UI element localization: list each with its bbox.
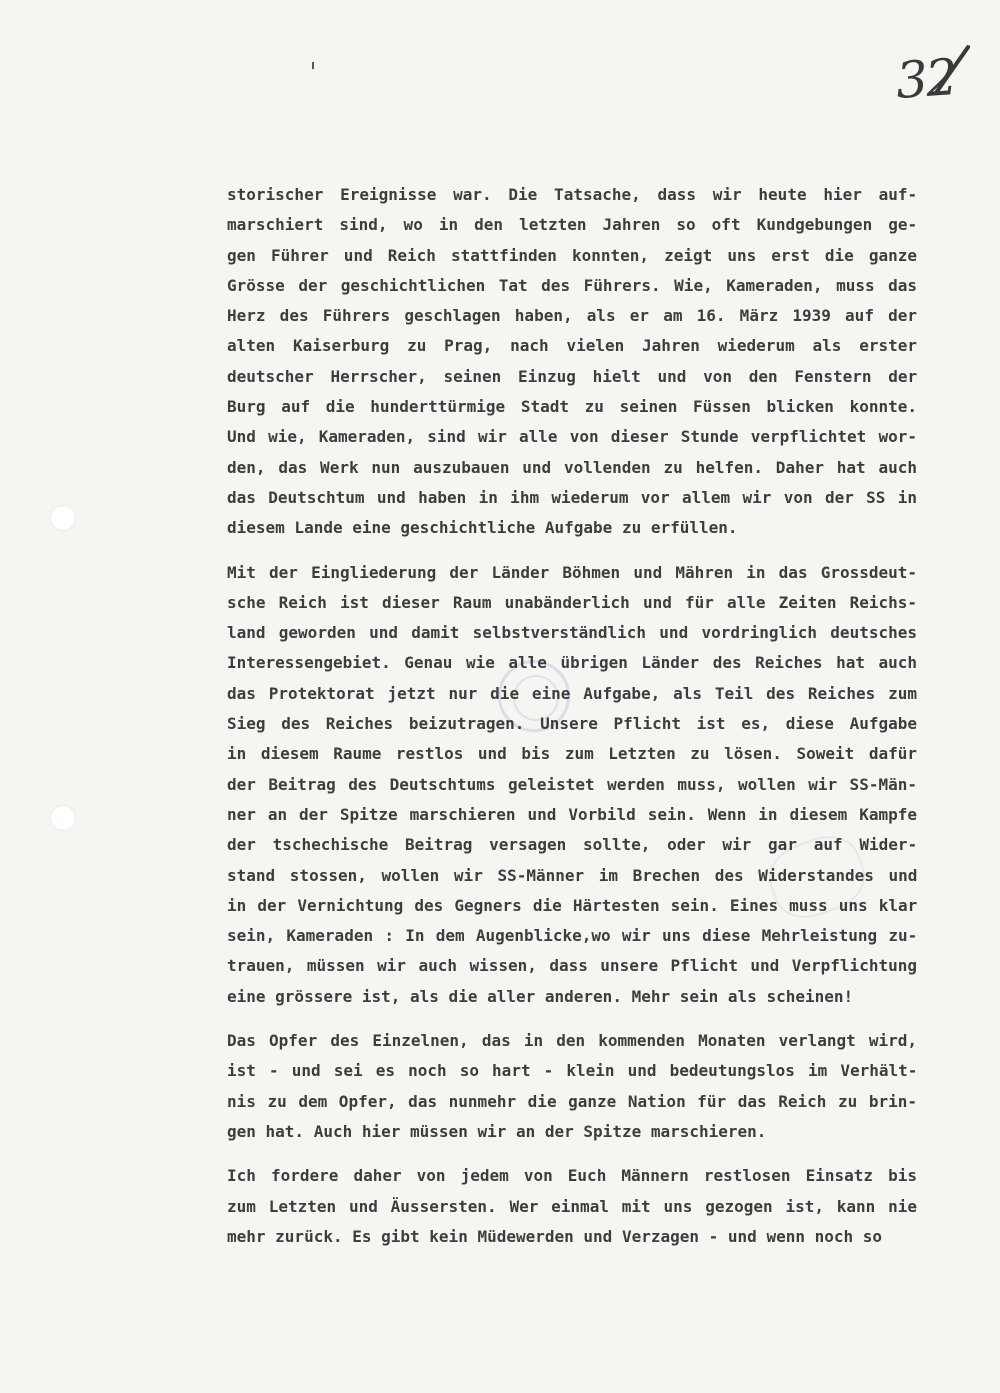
text-line: der tschechische Beitrag versagen sollte, oder wir gar auf Wider- <box>227 835 918 855</box>
paragraph <box>227 558 917 1012</box>
text-line: Burg auf die hunderttürmige Stadt zu seinen Füssen blicken konnte. <box>227 397 917 417</box>
text-line: deutscher Herrscher, seinen Einzug hielt und von den Fenstern der <box>227 366 918 386</box>
text-line: Sieg des Reiches beizutragen. Unsere Pflicht ist es, diese Aufgabe <box>227 714 917 734</box>
text-line: gen Führer und Reich stattfinden konnten, zeigt uns erst die ganze <box>227 245 917 265</box>
paragraph <box>227 1026 917 1147</box>
text-line: in der Vernichtung des Gegners die Härtesten sein. Eines muss uns klar <box>227 895 918 915</box>
text-line: mehr zurück. Es gibt kein Müdewerden und Verzagen - und wenn noch so <box>227 1226 883 1246</box>
text-line: das Protektorat jetzt nur die eine Aufgabe, als Teil des Reiches zum <box>227 683 918 703</box>
paragraph <box>227 1161 917 1252</box>
text-line: sche Reich ist dieser Raum unabänderlich und für alle Zeiten Reichs- <box>227 592 918 612</box>
text-line: sein, Kameraden : In dem Augenblicke,wo wir uns diese Mehrleistung zu- <box>227 926 918 946</box>
punch-hole <box>50 505 76 531</box>
text-line: nis zu dem Opfer, das nunmehr die ganze Nation für das Reich zu brin- <box>227 1091 917 1111</box>
text-line: Und wie, Kameraden, sind wir alle von dieser Stunde verpflichtet wor- <box>227 427 917 447</box>
text-line: ist - und sei es noch so hart - klein und bedeutungslos im Verhält- <box>227 1061 918 1081</box>
text-line: den, das Werk nun auszubauen und vollenden zu helfen. Daher hat auch <box>227 457 918 477</box>
text-line: Herz des Führers geschlagen haben, als er am 16. März 1939 auf der <box>227 306 917 326</box>
text-line: diesem Lande eine geschichtliche Aufgabe zu erfüllen. <box>227 518 738 538</box>
text-line: storischer Ereignisse war. Die Tatsache, dass wir heute hier auf- <box>227 185 918 204</box>
text-line: eine grössere ist, als die aller anderen. Mehr sein als scheinen! <box>227 986 854 1006</box>
text-line: ner an der Spitze marschieren und Vorbild sein. Wenn in diesem Kampfe <box>227 804 917 824</box>
text-line: Grösse der geschichtlichen Tat des Führers. Wie, Kameraden, muss das <box>227 275 918 295</box>
text-line: stand stossen, wollen wir SS-Männer im Brechen des Widerstandes und <box>227 865 918 885</box>
text-line: Mit der Eingliederung der Länder Böhmen und Mähren in das Grossdeut- <box>227 562 918 582</box>
text-line: trauen, müssen wir auch wissen, dass unsere Pflicht und Verpflichtung <box>227 956 917 976</box>
paragraph <box>227 180 917 544</box>
text-line: das Deutschtum und haben in ihm wiederum vor allem wir von der SS in <box>227 487 918 507</box>
text-line: alten Kaiserburg zu Prag, nach vielen Jahren wiederum als erster <box>227 336 917 356</box>
text-line: zum Letzten und Äussersten. Wer einmal mit uns gezogen ist, kann nie <box>227 1196 918 1216</box>
text-line: marschiert sind, wo in den letzten Jahren so oft Kundgebungen ge- <box>227 215 918 235</box>
ink-mark <box>312 62 314 69</box>
text-line: land geworden und damit selbstverständlich und vordringlich deutsches <box>227 623 917 643</box>
text-line: Das Opfer des Einzelnen, das in den kommenden Monaten verlangt wird, <box>227 1031 918 1051</box>
page-number: 32 <box>894 47 958 111</box>
punch-hole <box>50 805 76 831</box>
text-line: der Beitrag des Deutschtums geleistet werden muss, wollen wir SS-Män- <box>227 774 917 794</box>
text-line: in diesem Raume restlos und bis zum Letzten zu lösen. Soweit dafür <box>227 744 917 764</box>
text-line: Interessengebiet. Genau wie alle übrigen Länder des Reiches hat auch <box>227 653 918 673</box>
text-line: Ich fordere daher von jedem von Euch Männern restlosen Einsatz bis <box>227 1166 917 1186</box>
text-line: gen hat. Auch hier müssen wir an der Spitze marschieren. <box>227 1121 767 1141</box>
typed-text-body <box>227 180 917 1266</box>
